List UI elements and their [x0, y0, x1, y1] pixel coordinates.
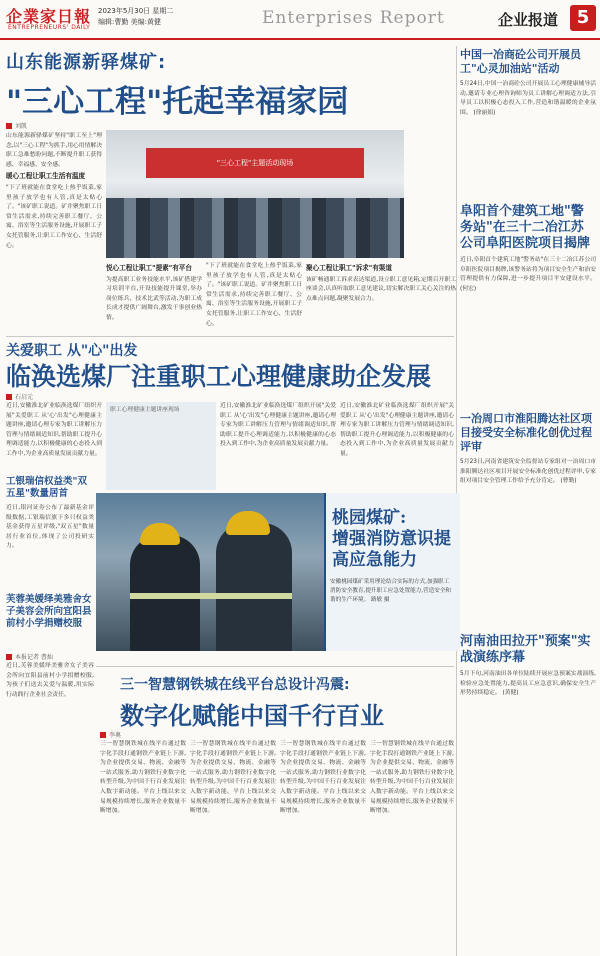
- story3-column-2: [190, 740, 276, 950]
- section-title-en: Enterprises Report: [262, 8, 445, 28]
- firefighter-figure-2: [216, 523, 292, 651]
- story1-title: "三心工程"托起幸福家园: [6, 84, 349, 120]
- story-school-title: 芙蓉美媛绎美雅舍女子美容会所向宜阳县前村小学捐赠校服: [6, 594, 92, 629]
- story2-column-1: [6, 402, 102, 470]
- sidebar-item1-text: 5月24日,中国一冶商砼公司开展员工心理健康辅导活动,邀请专业心理咨询师为员工讲解心理调适方法,引导员工以积极心态投入工作,营造和谐温暖的企业氛围。: [460, 81, 596, 116]
- story3-column-4: [370, 740, 454, 950]
- story1-body-2: 为提高职工业务技能水平,该矿搭建学习培训平台,开设技能提升课堂,举办岗位练兵、技术比武等活动,为职工成长成才提供广阔舞台,激发干事创业热情。: [106, 276, 202, 321]
- sidebar-item1-title: 中国一冶商砼公司开展员工"心灵加油站"活动: [460, 48, 581, 75]
- story1-subhead-2: 悦心工程让职工"提素"有平台: [106, 264, 192, 272]
- sidebar-item2-title: 阜阳首个建筑工地"警务站"在三十二冶江苏公司阜阳医院项目揭牌: [460, 204, 591, 251]
- reflective-stripe: [130, 593, 292, 599]
- story1-column-1: [6, 132, 102, 332]
- story3-body-4: 三一智慧钢铁城在线平台通过数字化手段打通钢铁产业链上下游,为企业提供交易、物流、金融等一站式服务,助力钢铁行业数字化转型升级,为中国千行百业发展注入数字新动能。平台上线以来交易规模持续增长,服务企业数量不断增加。: [370, 741, 454, 815]
- story3-headline: [120, 674, 384, 731]
- story2-column-2: [220, 402, 336, 490]
- sidebar-item4-credit: (黄健): [502, 690, 519, 697]
- story1-lead: 山东能源新驿煤矿坚持"职工至上"理念,以"三心工程"为抓手,用心用情解决职工急难愁盼问题,不断提升职工获得感、幸福感、安全感。: [6, 133, 102, 168]
- story3-byline: 李奥: [100, 730, 121, 739]
- story1-byline: 刘凯: [6, 121, 27, 130]
- story-fire-kicker: 桃园煤矿:: [332, 508, 407, 528]
- story3-title: 数字化赋能中国千行百业: [120, 701, 384, 730]
- story3-column-1: [100, 740, 186, 950]
- sidebar-news: [460, 48, 596, 920]
- newspaper-logo: 企業家日報: [6, 7, 92, 26]
- story1-column-3: [206, 262, 302, 334]
- section-divider-2: [96, 666, 454, 667]
- issue-date: 2023年5月30日 星期二: [98, 7, 174, 15]
- story-fire-note-text: 安徽桃园煤矿采用理论结合实际的方式,加强职工消防安全教育,提升职工应急处置能力,营造安全和谐的生产环境。: [330, 579, 452, 604]
- story2-photo: [106, 402, 216, 490]
- story2-title: 临涣选煤厂注重职工心理健康助企发展: [6, 362, 432, 391]
- sidebar-item4-text: 5月下旬,河南油田各单位陆续开展应急预案实战演练,检验应急处置能力,提高员工应急意识,确保安全生产形势持续稳定。: [460, 671, 596, 697]
- section-divider-1: [6, 336, 454, 337]
- story-fire-headline: [332, 508, 452, 571]
- story1-kicker: 山东能源新驿煤矿:: [6, 52, 167, 73]
- newspaper-logo-subtitle: ENTREPRENEURS' DAILY: [8, 24, 91, 31]
- section-title-cn: 企业报道: [498, 11, 559, 29]
- sidebar-item2-text: 近日,阜阳首个建筑工地"警务站"在三十二冶江苏公司阜阳医院项目揭牌,该警务站将为项目安全生产和治安管理提供有力保障,进一步提升项目平安建设水平。: [460, 257, 596, 283]
- story-fund-body: [6, 504, 94, 590]
- sidebar-item2-body: [460, 256, 596, 406]
- story2-body-cont: 近日,安徽淮北矿业临涣选煤厂组织开展"关爱职工 从'心'出发"心理健康主题讲座,邀请心理专家为职工讲解压力管理与情绪调适知识,帮助职工提升心理调适能力,以积极健康的心态投入到工作中,为企业高质量发展贡献力量。: [220, 403, 336, 448]
- story3-kicker: 三一智慧钢铁城在线平台总设计冯震:: [120, 677, 350, 693]
- story3-column-3: [280, 740, 366, 950]
- issue-meta: [98, 6, 173, 28]
- story2-body: 近日,安徽淮北矿业临涣选煤厂组织开展"关爱职工 从'心'出发"心理健康主题讲座,邀请心理专家为职工讲解压力管理与情绪调适知识,帮助职工提升心理调适能力,以积极健康的心态投入到工作中,为企业高质量发展贡献力量。: [6, 403, 102, 457]
- story1-photo-banner: "三心工程"主题活动现场: [146, 148, 364, 178]
- helmet-icon-2: [226, 511, 270, 535]
- story2-kicker: 关爱职工 从"心"出发: [6, 343, 138, 359]
- story1-column-4: [306, 262, 456, 334]
- page-number-badge: 5: [570, 5, 596, 31]
- helmet-icon: [140, 523, 180, 545]
- story1-photo: [106, 130, 404, 258]
- sidebar-item3-body: [460, 458, 596, 628]
- story1-body-2b: "下了班就能在食堂吃上热乎饭菜,家里孩子放学也有人管,真是太贴心了。"该矿职工说道。矿井聚焦职工日常生活需求,持续完善职工餐厅、公寓、浴室等生活服务设施,开展职工子女托管服务,让职工工作安心、生活舒心。: [206, 263, 302, 327]
- story-school-text: 近日,芙蓉美媛绎美雅舍女子美容会所向宜阳县前村小学捐赠校服,为孩子们送去关爱与温暖,用实际行动践行企业社会责任。: [6, 663, 94, 698]
- story1-body-3: 该矿畅通职工诉求表达渠道,设立职工意见箱,定期召开职工座谈会,认真听取职工意见建议,切实解决职工关心关注的热点难点问题,凝聚发展合力。: [306, 276, 456, 302]
- story2-photo-caption: 职工心理健康主题讲座现场: [110, 407, 180, 413]
- story2-byline: 石启元: [6, 392, 33, 401]
- story-fire-photo: [96, 493, 324, 651]
- story3-body-2: 三一智慧钢铁城在线平台通过数字化手段打通钢铁产业链上下游,为企业提供交易、物流、金融等一站式服务,助力钢铁行业数字化转型升级,为中国千行百业发展注入数字新动能。平台上线以来交易规模持续增长,服务企业数量不断增加。: [190, 741, 276, 815]
- story2-body-cont2: 近日,安徽淮北矿业临涣选煤厂组织开展"关爱职工 从'心'出发"心理健康主题讲座,邀请心理专家为职工讲解压力管理与情绪调适知识,帮助职工提升心理调适能力,以积极健康的心态投入到工作中,为企业高质量发展贡献力量。: [340, 403, 454, 457]
- story2-column-3: [340, 402, 454, 490]
- sidebar-item3-credit: (曹勤): [560, 478, 577, 485]
- story1-headline: [6, 48, 404, 121]
- issue-editors: 编辑:曹勤 美编:黄健: [98, 18, 161, 26]
- story1-subhead-3: 聚心工程让职工"诉求"有渠道: [306, 264, 392, 272]
- sidebar-item4-title: 河南油田拉开"预案"实战演练序幕: [460, 634, 591, 665]
- sidebar-item3-title: 一冶周口市淮阳腾达社区项目接受安全标准化创优过程评审: [460, 412, 592, 453]
- masthead: [0, 0, 600, 40]
- sidebar-item1-body: [460, 80, 596, 198]
- story1-body-1: "下了班就能在食堂吃上热乎饭菜,家里孩子放学也有人管,真是太贴心了。"该矿职工说道。矿井聚焦职工日常生活需求,持续完善职工餐厅、公寓、浴室等生活服务设施,开展职工子女托管服务,让职工工作安心、生活舒心。: [6, 184, 102, 249]
- story-fire-note: [330, 578, 454, 606]
- sidebar-item4-body: [460, 670, 596, 920]
- story-fire-title: 增强消防意识提高应急能力: [332, 529, 451, 570]
- story-fire-credit: 路敏 摄: [370, 597, 390, 604]
- sidebar-item1-credit: (徐丽娟): [473, 109, 496, 116]
- story1-column-2: [106, 262, 202, 334]
- story-fund-text: 近日,银河证券公布了最新基金评级数据,工银瑞信旗下多只权益类基金获得五星评级,"双五星"数量居行业首位,体现了公司投研实力。: [6, 505, 94, 550]
- story3-body-1: 三一智慧钢铁城在线平台通过数字化手段打通钢铁产业链上下游,为企业提供交易、物流、金融等一站式服务,助力钢铁行业数字化转型升级,为中国千行百业发展注入数字新动能。平台上线以来交易规模持续增长,服务企业数量不断增加。: [100, 741, 186, 815]
- story1-subhead-1: 暖心工程让职工生活有温度: [6, 172, 86, 181]
- story-school-byline: 本报记者 曹灿: [6, 652, 53, 661]
- story-fund-title: 工银瑞信权益类"双五星"数量居首: [6, 476, 87, 499]
- sidebar-item3-text: 5月23日,河南省建筑安全监督站专家组对一冶周口市淮阳腾达社区项目开展安全标准化创优过程评审,专家组对项目安全管理工作给予充分肯定。: [460, 459, 596, 485]
- story3-body-3: 三一智慧钢铁城在线平台通过数字化手段打通钢铁产业链上下游,为企业提供交易、物流、金融等一站式服务,助力钢铁行业数字化转型升级,为中国千行百业发展注入数字新动能。平台上线以来交易规模持续增长,服务企业数量不断增加。: [280, 741, 366, 815]
- story-school-body: [6, 662, 94, 950]
- sidebar-item2-credit: (何宏): [460, 285, 477, 292]
- story1-photo-crowd: [106, 198, 404, 258]
